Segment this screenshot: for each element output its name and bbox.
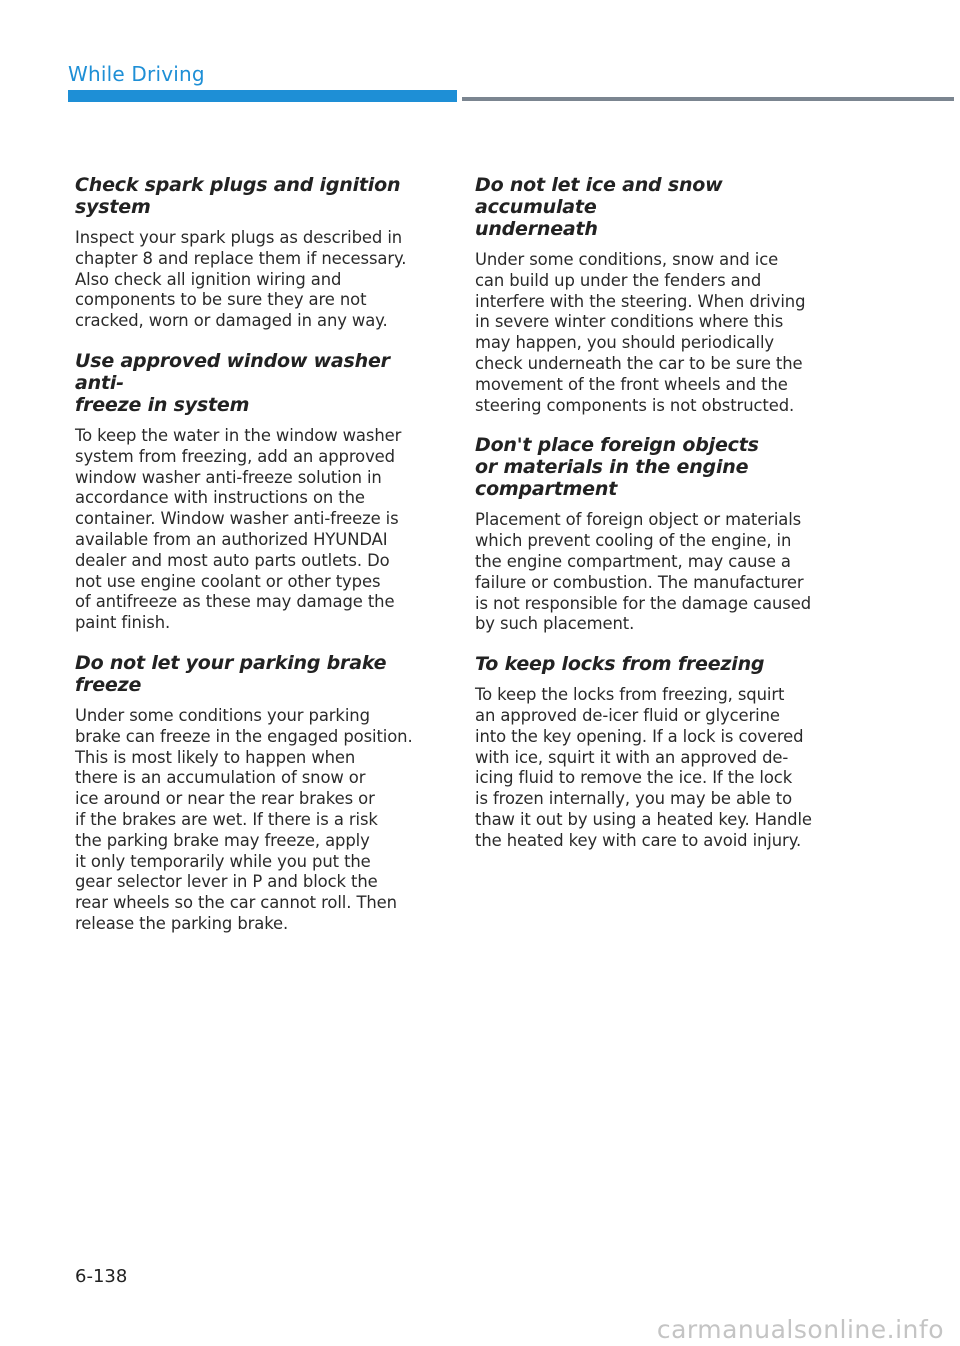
page-number: 6-138 [75, 1266, 128, 1287]
section-body: Placement of foreign object or materials which prevent cooling of the engine, in the engine compartment, may cause a failure or combustion. The manufacturer is not responsible for the damage caused by such placement. [475, 510, 812, 634]
section-heading: Check spark plugs and ignition system [75, 174, 401, 218]
section-locks [475, 653, 843, 851]
watermark: carmanualsonline.info [656, 1315, 944, 1344]
section-ice-snow [475, 174, 843, 416]
section-heading: To keep locks from freezing [475, 653, 765, 676]
header-title: While Driving [68, 62, 205, 86]
section-heading: Don't place foreign objects or materials in the engine compartment [475, 434, 759, 501]
section-heading: Do not let ice and snow accumulate underneath [475, 174, 723, 240]
section-heading: Do not let your parking brake freeze [75, 651, 387, 696]
section-body: Inspect your spark plugs as described in chapter 8 and replace them if necessary. Also check all ignition wiring and components to be sure they are not cracked, worn or damaged in any way. [75, 228, 407, 331]
header-rule [462, 97, 954, 101]
section-body: Under some conditions, snow and ice can build up under the fenders and interfere with the steering. When driving in severe winter conditions where this may happen, you should periodically check underneath the car to be sure the movement of the front wheels and the steering components is not obstructed. [475, 250, 806, 415]
section-body: Under some conditions your parking brake can freeze in the engaged position. This is most likely to happen when there is an accumulation of snow or ice around or near the rear brakes or if the brakes are wet. If there is a risk the parking brake may freeze, apply it only temporarily while you put the gear selector lever in P and block the rear wheels so the car cannot roll. Then release the parking brake. [75, 705, 413, 933]
section-washer-antifreeze [75, 350, 443, 634]
section-spark-plugs [75, 174, 443, 332]
section-heading: Use approved window washer anti- freeze in system [75, 349, 390, 416]
section-body: To keep the locks from freezing, squirt an approved de-icer fluid or glycerine into the key opening. If a lock is covered with ice, squirt it with an approved de- icing fluid to remove the ice. If the lock is frozen internally, you may be able to thaw it out by using a heated key. Handle the heated key with care to avoid injury. [475, 685, 812, 850]
section-foreign-objects [475, 434, 843, 635]
right-column [475, 174, 843, 870]
section-body: To keep the water in the window washer system from freezing, add an approved window washer anti-freeze solution in accordance with instructions on the container. Window washer anti-freeze is available from an authorized HYUNDAI dealer and most auto parts outlets. Do not use engine coolant or other types of antifreeze as these may damage the paint finish. [75, 425, 402, 633]
header-accent-bar [68, 90, 457, 102]
section-parking-brake [75, 652, 443, 935]
left-column [75, 174, 443, 953]
